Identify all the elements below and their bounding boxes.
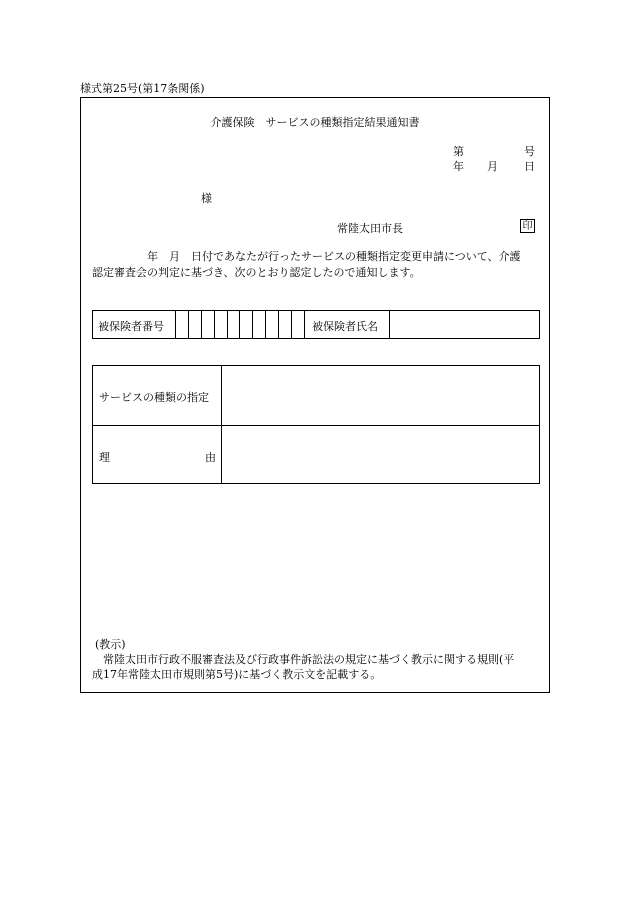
- date-year-label: 年: [453, 160, 464, 173]
- date-month-label: 月: [487, 160, 498, 173]
- insured-name-field[interactable]: [390, 311, 539, 338]
- document-title: 介護保険 サービスの種類指定結果通知書: [210, 116, 420, 129]
- insured-number-digit-box[interactable]: [228, 311, 241, 338]
- insured-number-digit-box[interactable]: [253, 311, 266, 338]
- seal-stamp: 印: [520, 219, 535, 233]
- insured-number-digit-box[interactable]: [189, 311, 202, 338]
- body-line: 認定審査会の判定に基づき、次のとおり認定したので通知します。: [92, 266, 421, 279]
- issuer-name: 常陸太田市長: [337, 222, 403, 235]
- instruction-body: [92, 652, 546, 682]
- insured-table: [92, 310, 540, 339]
- insured-number-digit-box[interactable]: [279, 311, 292, 338]
- insured-number-digit-box[interactable]: [266, 311, 279, 338]
- instruction-line: 常陸太田市行政不服審査法及び行政事件訴訟法の規定に基づく教示に関する規則(平: [92, 653, 515, 666]
- instruction-title: (教示): [95, 638, 126, 651]
- instruction-line: 成17年常陸太田市規則第5号)に基づく教示文を記載する。: [92, 668, 382, 681]
- date-day-label: 日: [524, 160, 535, 173]
- notice-body-text: [92, 249, 540, 281]
- reason-field[interactable]: [222, 426, 539, 483]
- insured-number-digit-box[interactable]: [241, 311, 254, 338]
- insured-number-label-cell: [93, 311, 176, 338]
- body-line: 年 月 日付であなたが行ったサービスの種類指定変更申請について、介護: [92, 250, 521, 263]
- service-designation-field[interactable]: [222, 366, 539, 425]
- insured-number-digit-box[interactable]: [202, 311, 215, 338]
- reason-label-ri: 理: [99, 451, 110, 464]
- insured-name-label: 被保険者氏名: [312, 320, 378, 333]
- form-label: 様式第25号(第17条関係): [80, 82, 205, 95]
- reason-label-yu: 由: [205, 451, 216, 464]
- recipient-honorific: 様: [201, 192, 212, 205]
- insured-name-label-cell: [305, 311, 390, 338]
- insured-number-label: 被保険者番号: [98, 320, 164, 333]
- service-table: [92, 365, 540, 484]
- number-suffix: 号: [524, 145, 535, 158]
- number-prefix: 第: [453, 145, 464, 158]
- insured-number-digit-box[interactable]: [176, 311, 189, 338]
- service-designation-label: サービスの種類の指定: [99, 391, 209, 404]
- insured-number-digit-box[interactable]: [292, 311, 305, 338]
- insured-number-digit-box[interactable]: [215, 311, 228, 338]
